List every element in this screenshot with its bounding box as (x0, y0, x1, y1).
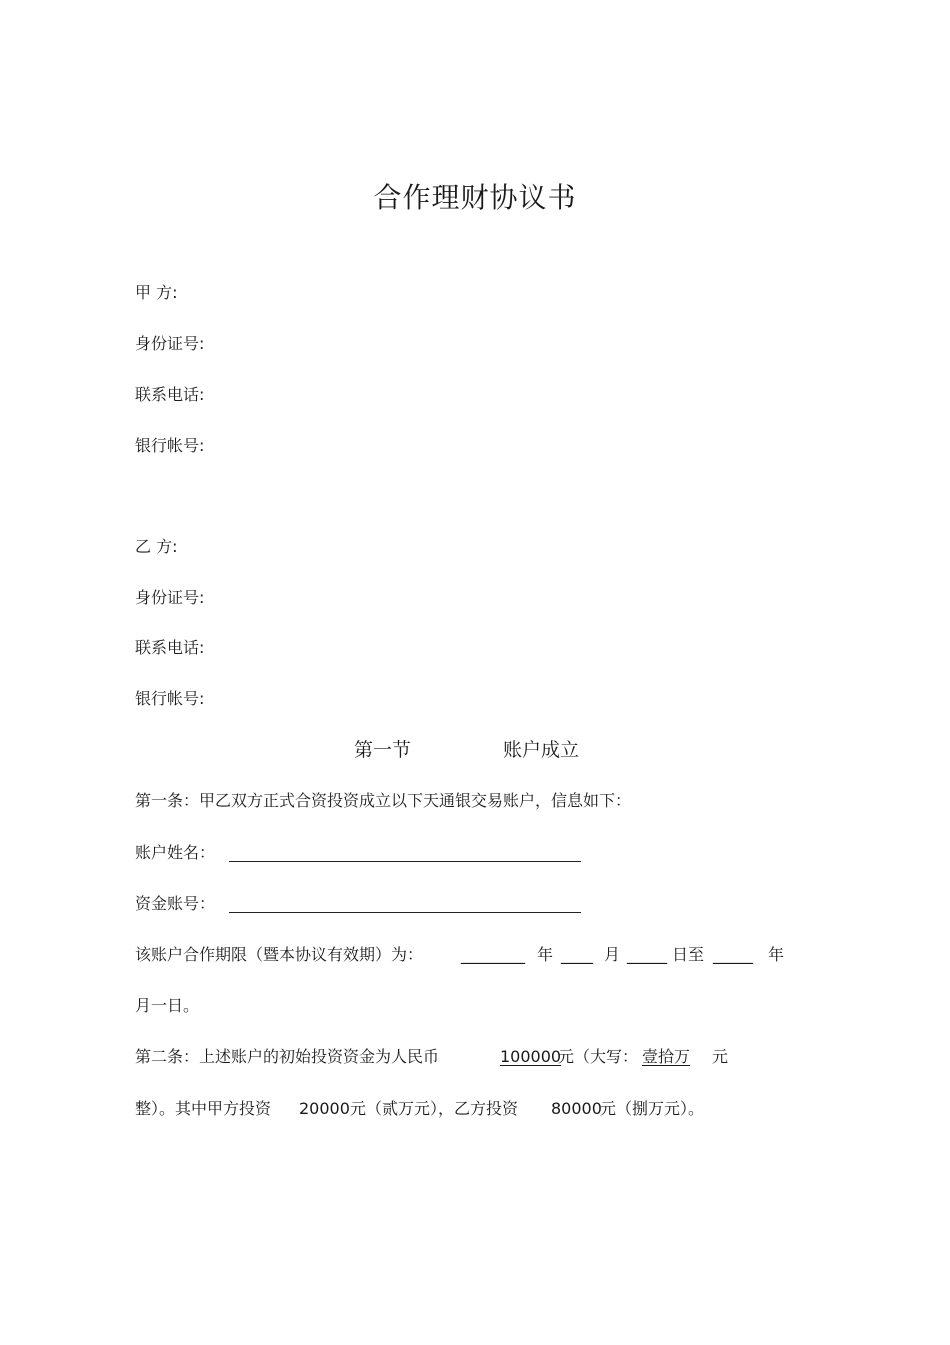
party-b-phone-label: 联系电话: (135, 638, 205, 657)
term-day1: 日至 (672, 945, 705, 964)
term-year2: 年 (768, 945, 785, 964)
article-2-line2-c: 元（捌万元）。 (600, 1099, 705, 1118)
article-2-line2-a: 整）。其中甲方投资 (135, 1099, 272, 1118)
term-day1-blank: _____ (627, 945, 667, 964)
party-a-name-label: 甲 方: (135, 283, 178, 302)
term-label: 该账户合作期限（暨本协议有效期）为： (135, 945, 424, 964)
party-b-bank-label: 银行帐号: (135, 689, 205, 708)
term-year1: 年 (537, 945, 554, 964)
fund-account-blank (229, 912, 581, 913)
account-name-blank (229, 861, 581, 862)
section-name: 账户成立 (503, 739, 580, 761)
fund-account-label: 资金账号： (135, 894, 216, 913)
party-a-phone-label: 联系电话: (135, 385, 205, 404)
article-2-line2-b: 元（贰万元），乙方投资 (350, 1099, 519, 1118)
term-year1-blank: ________ (461, 945, 525, 964)
party-b-name-label: 乙 方: (135, 537, 178, 556)
initial-amount-caps: 壹拾万 (642, 1047, 691, 1066)
document-title: 合作理财协议书 (373, 181, 577, 214)
party-a-id-label: 身份证号: (135, 334, 205, 353)
term-month1-blank: ____ (561, 945, 593, 964)
article-2-text-a: 第二条：上述账户的初始投资资金为人民币 (135, 1047, 440, 1066)
section-number: 第一节 (354, 739, 412, 761)
initial-amount: 100000 (500, 1047, 562, 1066)
article-2-text-c: 元 (712, 1047, 729, 1066)
term-month1: 月 (604, 945, 621, 964)
party-b-id-label: 身份证号: (135, 588, 205, 607)
party-a-bank-label: 银行帐号: (135, 436, 205, 455)
term-year2-blank: _____ (713, 945, 753, 964)
article-1-text: 第一条：甲乙双方正式合资投资成立以下天通银交易账户，信息如下： (135, 791, 632, 810)
party-b-amount: 80000 (551, 1099, 602, 1118)
party-a-amount: 20000 (299, 1099, 350, 1118)
term-continuation: 月一日。 (135, 996, 200, 1015)
account-name-label: 账户姓名： (135, 843, 216, 862)
article-2-text-b: 元（大写： (558, 1047, 639, 1066)
